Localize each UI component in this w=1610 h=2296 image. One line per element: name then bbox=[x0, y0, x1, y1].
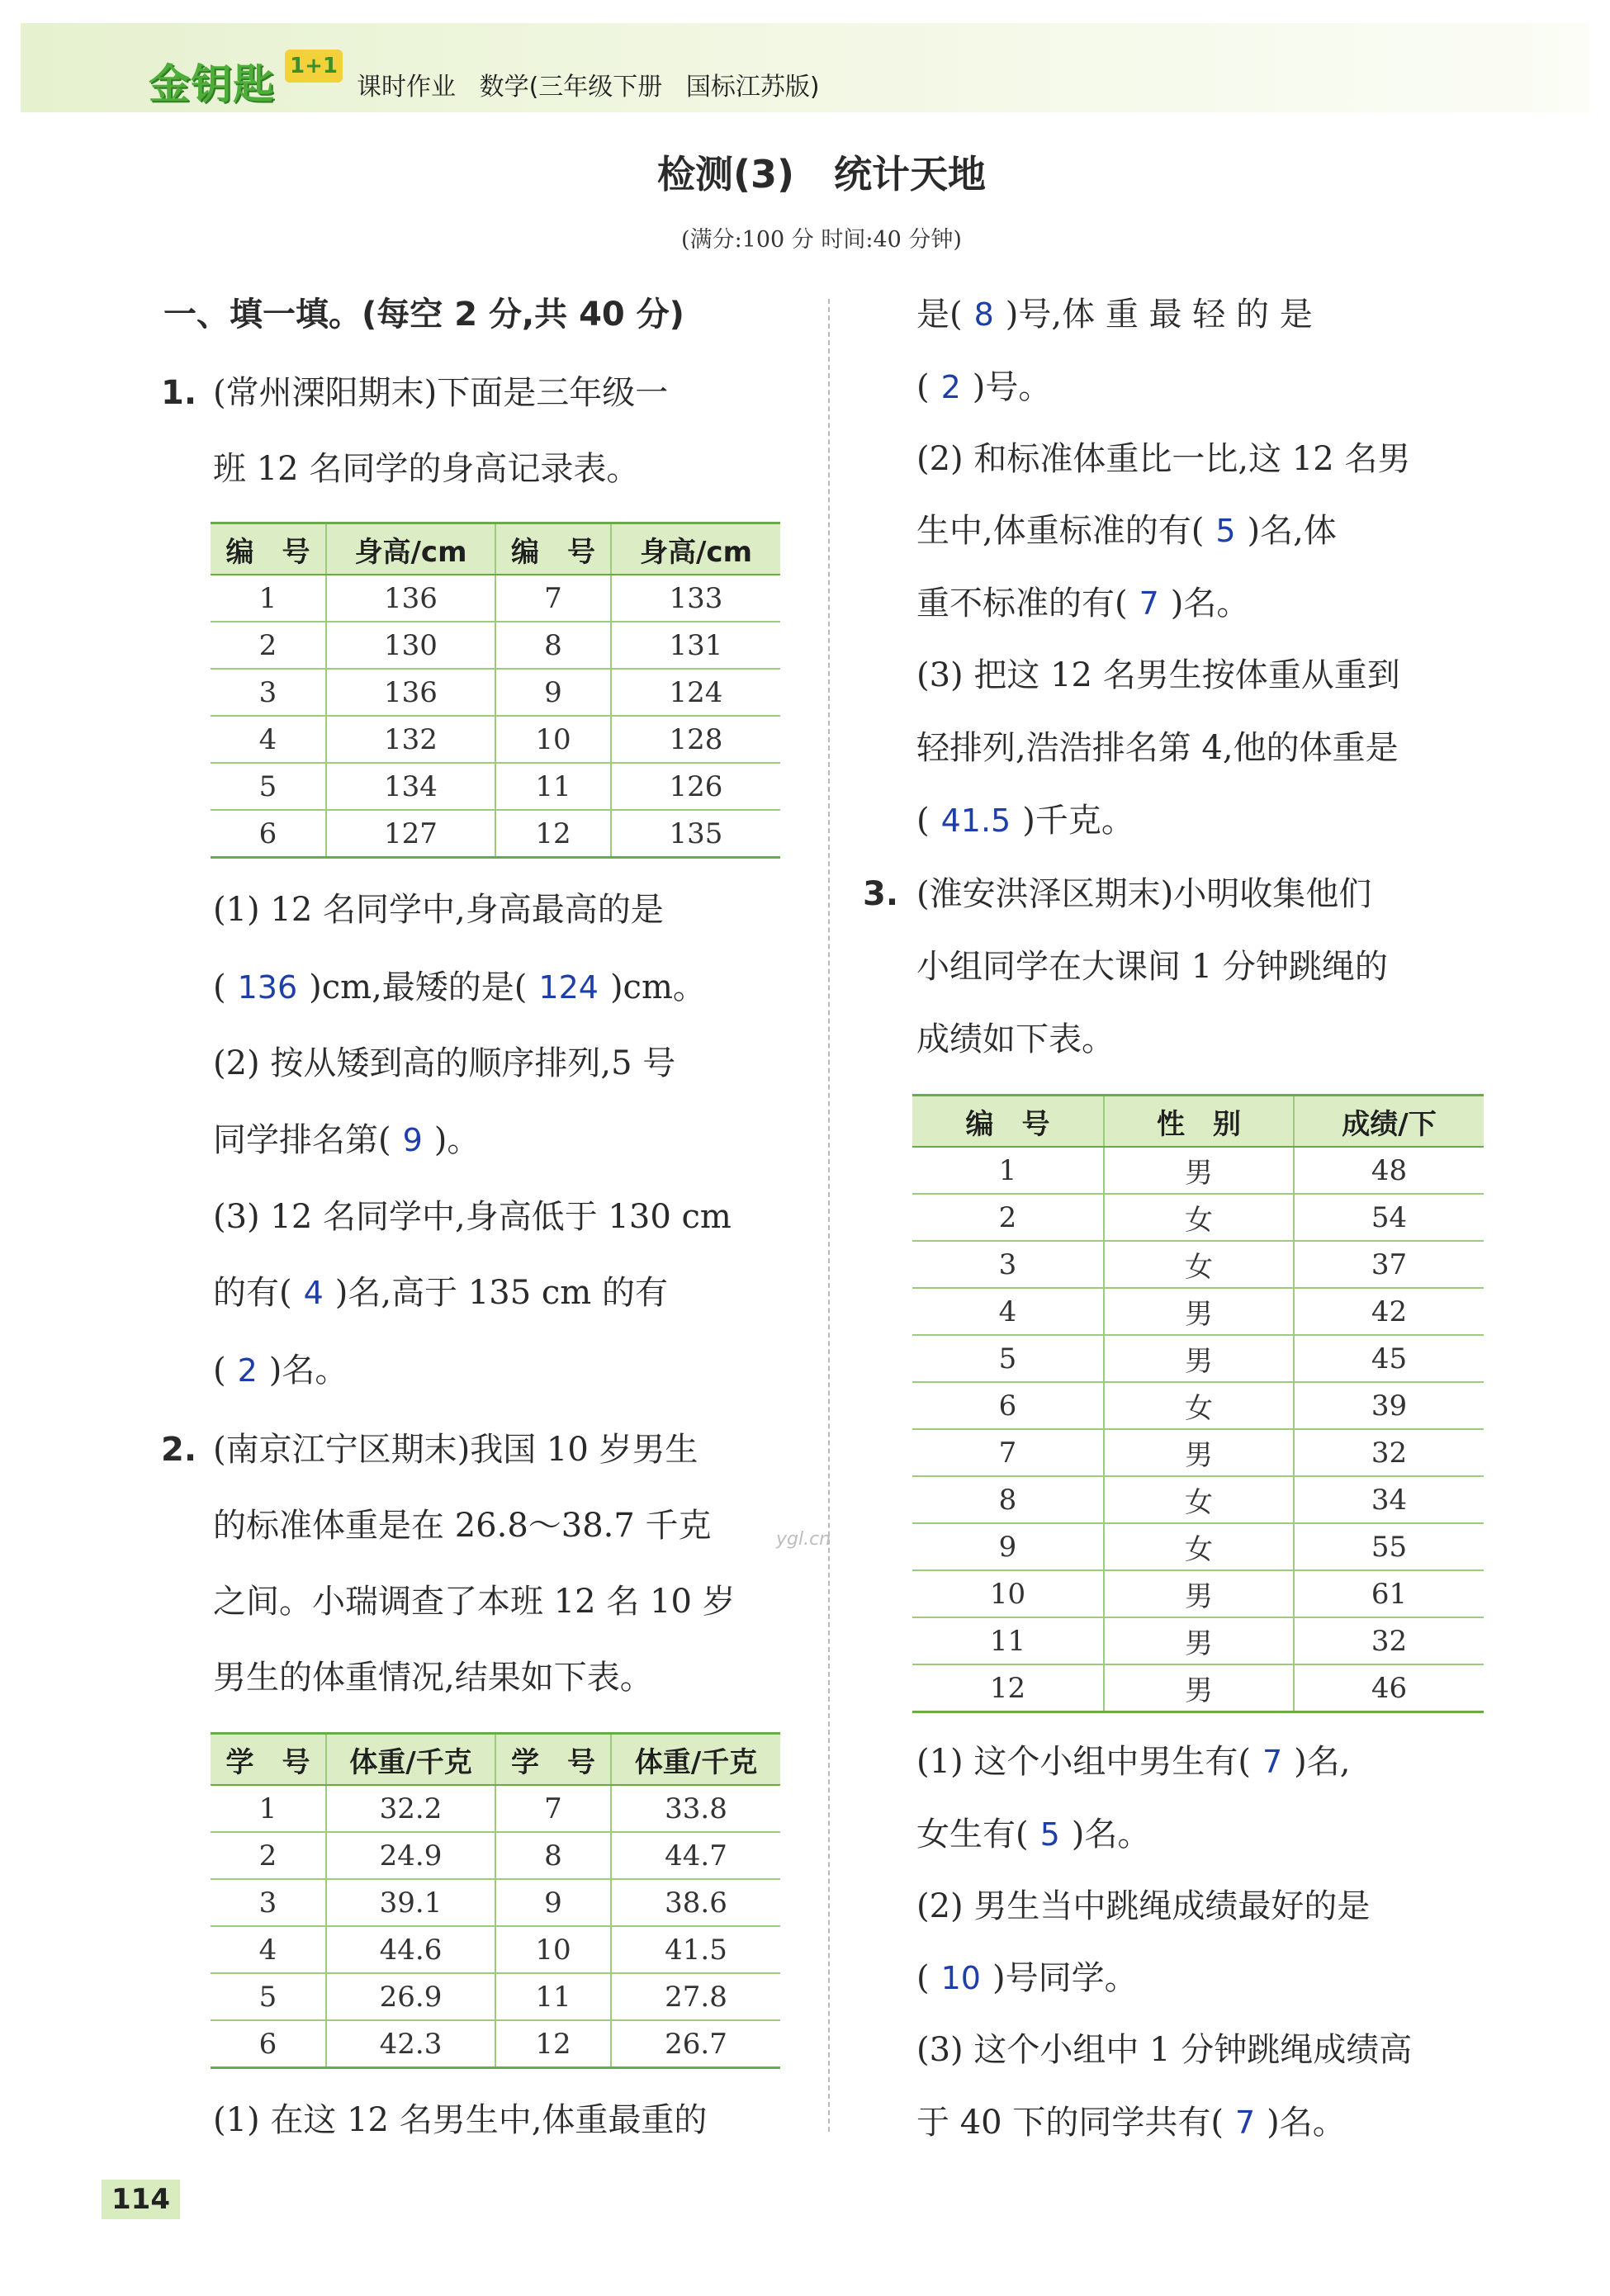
q1-part3-answer-line: 的有( 4 )名,高于 135 cm 的有 bbox=[213, 1274, 668, 1312]
answer-blank: 7 bbox=[1234, 2104, 1256, 2141]
table-cell: 4 bbox=[912, 1288, 1104, 1335]
table-cell: 32 bbox=[1294, 1429, 1484, 1476]
table-cell: 136 bbox=[326, 575, 495, 622]
table-cell: 5 bbox=[912, 1335, 1104, 1382]
answer-blank: 41.5 bbox=[940, 802, 1011, 839]
table-row bbox=[912, 1570, 1484, 1617]
table-cell: 54 bbox=[1294, 1194, 1484, 1241]
table-cell: 127 bbox=[326, 810, 495, 858]
q2-stem: 男生的体重情况,结果如下表。 bbox=[213, 1659, 653, 1697]
table-row bbox=[912, 1523, 1484, 1570]
answer-blank: 2 bbox=[237, 1352, 258, 1389]
table-cell: 10 bbox=[495, 1926, 611, 1973]
q3-part1-answer-line: 女生有( 5 )名。 bbox=[916, 1815, 1151, 1853]
table-cell: 130 bbox=[326, 622, 495, 669]
table-row bbox=[912, 1664, 1484, 1712]
q2-stem: 之间。小瑞调查了本班 12 名 10 岁 bbox=[213, 1583, 736, 1621]
table-cell: 136 bbox=[326, 669, 495, 716]
table-cell: 135 bbox=[611, 810, 780, 858]
table-row bbox=[211, 1926, 780, 1973]
column-header: 学 号 bbox=[495, 1734, 611, 1786]
table-cell: 131 bbox=[611, 622, 780, 669]
table-cell: 男 bbox=[1104, 1429, 1294, 1476]
q1-part3-answer-line: ( 2 )名。 bbox=[213, 1352, 348, 1389]
table-cell: 8 bbox=[912, 1476, 1104, 1523]
jump-rope-table bbox=[912, 1094, 1484, 1713]
table-cell: 9 bbox=[495, 1879, 611, 1926]
table-cell: 10 bbox=[912, 1570, 1104, 1617]
table-cell: 11 bbox=[495, 1973, 611, 2020]
table-cell: 61 bbox=[1294, 1570, 1484, 1617]
table-cell: 42 bbox=[1294, 1288, 1484, 1335]
q3-part3-answer-line: 于 40 下的同学共有( 7 )名。 bbox=[916, 2104, 1346, 2142]
column-header: 成绩/下 bbox=[1294, 1096, 1484, 1148]
q3-stem: 成绩如下表。 bbox=[916, 1020, 1115, 1058]
table-cell: 女 bbox=[1104, 1241, 1294, 1288]
weight-table bbox=[211, 1732, 780, 2069]
answer-blank: 5 bbox=[1039, 1816, 1060, 1853]
table-row bbox=[211, 1785, 780, 1832]
table-row bbox=[211, 622, 780, 669]
table-cell: 女 bbox=[1104, 1523, 1294, 1570]
brand-logo: 金钥匙 bbox=[149, 60, 275, 108]
q3-part1-answer-line: (1) 这个小组中男生有( 7 )名, bbox=[916, 1743, 1351, 1781]
table-cell: 男 bbox=[1104, 1147, 1294, 1194]
table-row bbox=[912, 1147, 1484, 1194]
table-cell: 男 bbox=[1104, 1617, 1294, 1664]
table-cell: 39.1 bbox=[326, 1879, 495, 1926]
answer-blank: 8 bbox=[973, 296, 994, 333]
table-cell: 133 bbox=[611, 575, 780, 622]
table-cell: 1 bbox=[211, 1785, 326, 1832]
table-row bbox=[211, 575, 780, 622]
q2-part3-answer-line: ( 41.5 )千克。 bbox=[916, 802, 1134, 840]
q2-stem: 的标准体重是在 26.8～38.7 千克 bbox=[213, 1507, 712, 1545]
watermark: ygl.cn bbox=[776, 1529, 831, 1550]
q3-part2-answer-line: ( 10 )号同学。 bbox=[916, 1959, 1138, 1997]
q1-part2-answer-line: 同学排名第( 9 )。 bbox=[213, 1121, 481, 1159]
table-row bbox=[912, 1476, 1484, 1523]
table-row bbox=[912, 1335, 1484, 1382]
table-row bbox=[211, 1832, 780, 1879]
table-cell: 7 bbox=[495, 1785, 611, 1832]
table-cell: 34 bbox=[1294, 1476, 1484, 1523]
table-header-row bbox=[912, 1096, 1484, 1148]
table-cell: 女 bbox=[1104, 1476, 1294, 1523]
table-cell: 1 bbox=[912, 1147, 1104, 1194]
table-cell: 男 bbox=[1104, 1664, 1294, 1712]
section-heading: 一、填一填。(每空 2 分,共 40 分) bbox=[163, 296, 684, 334]
table-cell: 10 bbox=[495, 716, 611, 763]
q2-part3: 轻排列,浩浩排名第 4,他的体重是 bbox=[916, 729, 1399, 767]
height-table bbox=[211, 522, 780, 859]
q3-part2: (2) 男生当中跳绳成绩最好的是 bbox=[916, 1887, 1371, 1925]
q1-number: 1. bbox=[161, 374, 197, 412]
table-cell: 7 bbox=[495, 575, 611, 622]
q1-part2: (2) 按从矮到高的顺序排列,5 号 bbox=[213, 1044, 676, 1082]
answer-blank: 124 bbox=[538, 969, 599, 1006]
table-cell: 48 bbox=[1294, 1147, 1484, 1194]
column-header: 身高/cm bbox=[326, 523, 495, 575]
table-cell: 5 bbox=[211, 1973, 326, 2020]
table-cell: 男 bbox=[1104, 1335, 1294, 1382]
table-row bbox=[211, 669, 780, 716]
table-cell: 6 bbox=[211, 810, 326, 858]
table-cell: 126 bbox=[611, 763, 780, 810]
answer-blank: 10 bbox=[940, 1960, 981, 1996]
table-cell: 44.6 bbox=[326, 1926, 495, 1973]
answer-blank: 7 bbox=[1262, 1744, 1283, 1780]
table-cell: 4 bbox=[211, 1926, 326, 1973]
q3-stem: (淮安洪泽区期末)小明收集他们 bbox=[916, 875, 1372, 913]
table-cell: 7 bbox=[912, 1429, 1104, 1476]
table-cell: 12 bbox=[495, 810, 611, 858]
table-cell: 44.7 bbox=[611, 1832, 780, 1879]
table-row bbox=[211, 2020, 780, 2068]
table-cell: 46 bbox=[1294, 1664, 1484, 1712]
q2-part1-answer-line: 是( 8 )号,体 重 最 轻 的 是 bbox=[916, 296, 1313, 334]
q3-part3: (3) 这个小组中 1 分钟跳绳成绩高 bbox=[916, 2031, 1413, 2069]
q1-part3: (3) 12 名同学中,身高低于 130 cm bbox=[213, 1198, 732, 1236]
table-cell: 2 bbox=[211, 622, 326, 669]
column-header: 体重/千克 bbox=[611, 1734, 780, 1786]
answer-blank: 136 bbox=[237, 969, 298, 1006]
brand-badge: 1+1 bbox=[285, 50, 343, 83]
table-cell: 男 bbox=[1104, 1570, 1294, 1617]
page-number: 114 bbox=[102, 2180, 180, 2219]
table-row bbox=[912, 1194, 1484, 1241]
table-row bbox=[211, 810, 780, 858]
table-row bbox=[912, 1429, 1484, 1476]
table-row bbox=[912, 1241, 1484, 1288]
table-row bbox=[912, 1382, 1484, 1429]
table-header-row bbox=[211, 523, 780, 575]
q2-part3: (3) 把这 12 名男生按体重从重到 bbox=[916, 656, 1400, 694]
table-cell: 5 bbox=[211, 763, 326, 810]
answer-blank: 7 bbox=[1139, 585, 1159, 622]
table-cell: 11 bbox=[495, 763, 611, 810]
q2-part2: (2) 和标准体重比一比,这 12 名男 bbox=[916, 440, 1411, 478]
table-cell: 9 bbox=[912, 1523, 1104, 1570]
column-header: 编 号 bbox=[211, 523, 326, 575]
column-header: 体重/千克 bbox=[326, 1734, 495, 1786]
table-cell: 6 bbox=[912, 1382, 1104, 1429]
q2-stem: (南京江宁区期末)我国 10 岁男生 bbox=[213, 1431, 698, 1469]
table-cell: 132 bbox=[326, 716, 495, 763]
table-cell: 33.8 bbox=[611, 1785, 780, 1832]
column-header: 编 号 bbox=[495, 523, 611, 575]
table-cell: 8 bbox=[495, 622, 611, 669]
table-row bbox=[912, 1617, 1484, 1664]
table-cell: 2 bbox=[211, 1832, 326, 1879]
q3-number: 3. bbox=[863, 875, 899, 913]
table-cell: 128 bbox=[611, 716, 780, 763]
table-row bbox=[211, 763, 780, 810]
q2-part1: (1) 在这 12 名男生中,体重最重的 bbox=[213, 2101, 708, 2139]
header-subtitle: 课时作业 数学(三年级下册 国标江苏版) bbox=[357, 73, 820, 102]
table-cell: 41.5 bbox=[611, 1926, 780, 1973]
table-cell: 9 bbox=[495, 669, 611, 716]
table-cell: 32 bbox=[1294, 1617, 1484, 1664]
table-row bbox=[912, 1288, 1484, 1335]
table-cell: 女 bbox=[1104, 1382, 1294, 1429]
column-divider bbox=[828, 299, 830, 2132]
table-cell: 37 bbox=[1294, 1241, 1484, 1288]
q1-stem: (常州溧阳期末)下面是三年级一 bbox=[213, 374, 669, 412]
table-cell: 6 bbox=[211, 2020, 326, 2068]
table-cell: 26.7 bbox=[611, 2020, 780, 2068]
table-cell: 32.2 bbox=[326, 1785, 495, 1832]
table-cell: 124 bbox=[611, 669, 780, 716]
table-row bbox=[211, 1973, 780, 2020]
table-row bbox=[211, 1879, 780, 1926]
table-cell: 55 bbox=[1294, 1523, 1484, 1570]
table-cell: 1 bbox=[211, 575, 326, 622]
q2-part2-answer-line: 重不标准的有( 7 )名。 bbox=[916, 585, 1250, 623]
answer-blank: 4 bbox=[303, 1275, 324, 1311]
table-cell: 39 bbox=[1294, 1382, 1484, 1429]
table-cell: 男 bbox=[1104, 1288, 1294, 1335]
column-header: 性 别 bbox=[1104, 1096, 1294, 1148]
table-cell: 8 bbox=[495, 1832, 611, 1879]
table-cell: 3 bbox=[211, 1879, 326, 1926]
answer-blank: 2 bbox=[940, 369, 961, 405]
table-cell: 11 bbox=[912, 1617, 1104, 1664]
table-cell: 女 bbox=[1104, 1194, 1294, 1241]
table-row bbox=[211, 716, 780, 763]
table-cell: 26.9 bbox=[326, 1973, 495, 2020]
table-cell: 4 bbox=[211, 716, 326, 763]
q2-number: 2. bbox=[161, 1431, 197, 1469]
q3-stem: 小组同学在大课间 1 分钟跳绳的 bbox=[916, 948, 1388, 986]
answer-blank: 9 bbox=[402, 1122, 423, 1158]
table-cell: 24.9 bbox=[326, 1832, 495, 1879]
table-cell: 12 bbox=[495, 2020, 611, 2068]
q1-stem: 班 12 名同学的身高记录表。 bbox=[213, 450, 640, 488]
table-cell: 2 bbox=[912, 1194, 1104, 1241]
answer-blank: 5 bbox=[1215, 513, 1236, 549]
q1-part1: (1) 12 名同学中,身高最高的是 bbox=[213, 891, 664, 929]
table-cell: 3 bbox=[912, 1241, 1104, 1288]
q2-part1-answer-line: ( 2 )号。 bbox=[916, 368, 1052, 406]
q1-part1-answer-line: ( 136 )cm,最矮的是( 124 )cm。 bbox=[213, 968, 706, 1006]
table-cell: 27.8 bbox=[611, 1973, 780, 2020]
page-subtitle: (满分:100 分 时间:40 分钟) bbox=[681, 227, 962, 253]
table-cell: 134 bbox=[326, 763, 495, 810]
column-header: 编 号 bbox=[912, 1096, 1104, 1148]
column-header: 身高/cm bbox=[611, 523, 780, 575]
table-cell: 3 bbox=[211, 669, 326, 716]
column-header: 学 号 bbox=[211, 1734, 326, 1786]
table-cell: 12 bbox=[912, 1664, 1104, 1712]
table-header-row bbox=[211, 1734, 780, 1786]
q2-part2-answer-line: 生中,体重标准的有( 5 )名,体 bbox=[916, 512, 1337, 550]
table-cell: 38.6 bbox=[611, 1879, 780, 1926]
table-cell: 45 bbox=[1294, 1335, 1484, 1382]
table-cell: 42.3 bbox=[326, 2020, 495, 2068]
page-title: 检测(3) 统计天地 bbox=[656, 152, 987, 196]
